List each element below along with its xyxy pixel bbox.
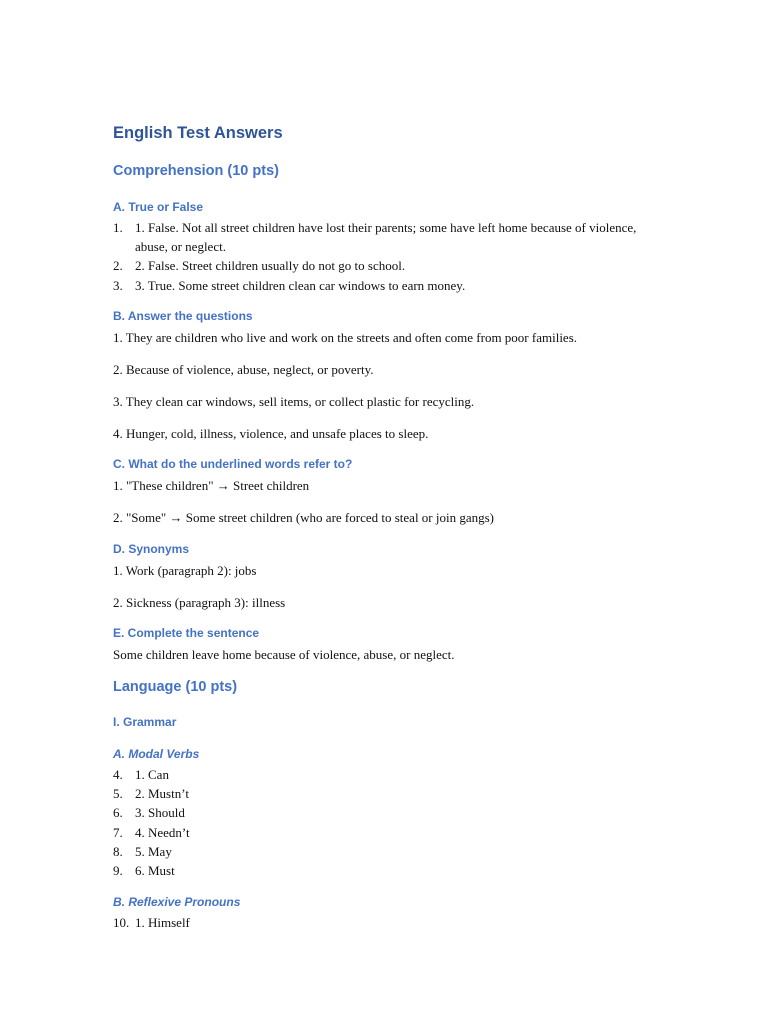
list-text: 1. Himself	[135, 915, 190, 930]
list-item	[113, 276, 653, 295]
list-item	[113, 256, 653, 275]
answer-paragraph: 1. "These children" → Street children	[113, 478, 310, 493]
list-number: 6.	[113, 805, 123, 820]
answer-paragraph: 3. They clean car windows, sell items, or collect plastic for recycling.	[113, 394, 475, 409]
list-text: 6. Must	[135, 863, 175, 878]
list-number: 5.	[113, 786, 123, 801]
list-item	[113, 823, 653, 842]
list-item	[113, 913, 653, 932]
list-item	[113, 765, 653, 784]
list-text: 5. May	[135, 844, 172, 859]
answer-paragraph: 2. Because of violence, abuse, neglect, or poverty.	[113, 362, 374, 377]
answer-paragraph: 2. "Some" → Some street children (who are forced to steal or join gangs)	[113, 510, 495, 525]
list-item	[113, 842, 653, 861]
list-text: 1. False. Not all street children have lost their parents; some have left home because of violence, abuse, or neglect.	[135, 220, 637, 255]
list-number: 8.	[113, 844, 123, 859]
list-number: 2.	[113, 258, 123, 273]
subheading-synonyms: D. Synonyms	[113, 542, 190, 556]
subheading-reflexive-pronouns: B. Reflexive Pronouns	[113, 895, 241, 909]
list-number: 3.	[113, 278, 123, 293]
subheading-underlined-words: C. What do the underlined words refer to?	[113, 457, 353, 471]
section-heading-comprehension: Comprehension (10 pts)	[113, 163, 279, 179]
list-item	[113, 803, 653, 822]
subheading-true-false: A. True or False	[113, 200, 204, 214]
list-text: 2. False. Street children usually do not go to school.	[135, 258, 406, 273]
answer-paragraph: 4. Hunger, cold, illness, violence, and unsafe places to sleep.	[113, 426, 429, 441]
list-number: 10.	[113, 915, 130, 930]
list-number: 4.	[113, 767, 123, 782]
answer-paragraph: Some children leave home because of violence, abuse, or neglect.	[113, 647, 455, 662]
subheading-modal-verbs: A. Modal Verbs	[113, 747, 200, 761]
section-heading-language: Language (10 pts)	[113, 679, 238, 695]
list-number: 7.	[113, 825, 123, 840]
subheading-answer-questions: B. Answer the questions	[113, 309, 253, 323]
document-title: English Test Answers	[113, 124, 283, 142]
answer-paragraph: 1. They are children who live and work on the streets and often come from poor families.	[113, 330, 578, 345]
subheading-complete-sentence: E. Complete the sentence	[113, 626, 260, 640]
list-item	[113, 784, 653, 803]
list-item	[113, 861, 653, 880]
answer-paragraph: 2. Sickness (paragraph 3): illness	[113, 595, 286, 610]
list-text: 2. Mustn’t	[135, 786, 189, 801]
answer-paragraph: 1. Work (paragraph 2): jobs	[113, 563, 257, 578]
subheading-grammar: I. Grammar	[113, 715, 177, 729]
list-item	[113, 218, 653, 257]
list-text: 1. Can	[135, 767, 169, 782]
list-number: 1.	[113, 220, 123, 235]
list-text: 4. Needn’t	[135, 825, 190, 840]
list-text: 3. Should	[135, 805, 185, 820]
list-text: 3. True. Some street children clean car windows to earn money.	[135, 278, 466, 293]
list-number: 9.	[113, 863, 123, 878]
